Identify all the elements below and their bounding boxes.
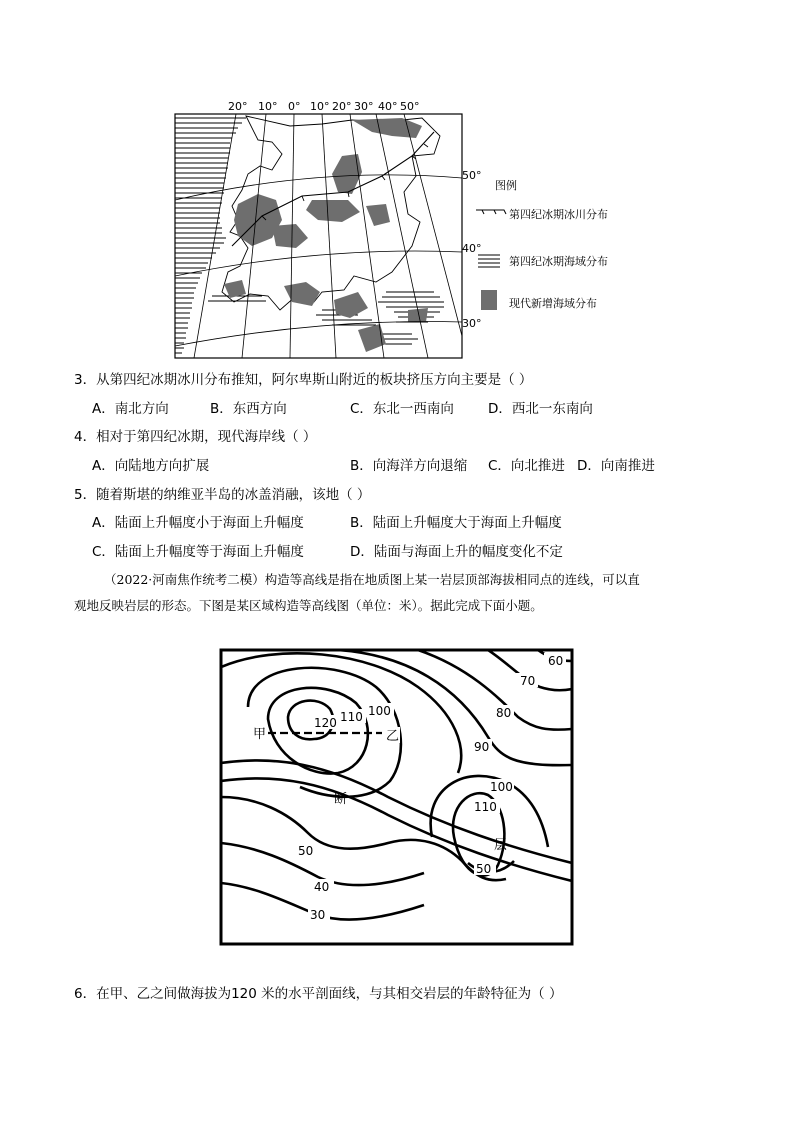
label-60: 60 <box>548 654 564 668</box>
q4-option-b: B．向海洋方向退缩 <box>350 458 468 474</box>
intro-line-1: （2022·河南焦作统考二模）构造等高线是指在地质图上某一岩层顶部海拔相同点的连线，可以直 <box>104 572 640 587</box>
legend-item-glacier: 第四纪冰期冰川分布 <box>509 208 608 221</box>
point-yi: 乙 <box>386 729 400 744</box>
q4-option-d: D．向南推进 <box>577 458 655 474</box>
lon-label: 40° <box>378 100 398 113</box>
europe-glacier-map <box>172 96 472 360</box>
legend-title: 图例 <box>495 179 517 192</box>
q3-option-d: D．西北一东南向 <box>488 401 593 417</box>
question-4-stem: 4．相对于第四纪冰期，现代海岸线（ ） <box>74 429 317 445</box>
label-100: 100 <box>368 704 391 718</box>
lat-label-50: 50° <box>462 169 482 182</box>
question-5-stem: 5．随着斯堪的纳维亚半岛的冰盖消融，该地（ ） <box>74 487 371 503</box>
q3-option-c: C．东北一西南向 <box>350 401 454 417</box>
label-70: 70 <box>520 674 536 688</box>
q5-option-b: B．陆面上升幅度大于海面上升幅度 <box>350 515 562 531</box>
label-80: 80 <box>496 706 512 720</box>
q4-option-a: A．向陆地方向扩展 <box>92 458 210 474</box>
intro-line-2: 观地反映岩层的形态。下图是某区域构造等高线图（单位：米）。据此完成下面小题。 <box>74 598 543 613</box>
hatch-symbol-icon <box>478 252 502 268</box>
fault-label-1: 断 <box>334 792 348 807</box>
longitude-labels <box>228 100 420 113</box>
lon-label: 20° <box>228 100 248 113</box>
label-50-lower: 50 <box>476 862 492 876</box>
lat-label-40: 40° <box>462 242 482 255</box>
lon-label: 0° <box>288 100 301 113</box>
lon-label: 10° <box>310 100 330 113</box>
contour-50 <box>221 797 506 880</box>
label-40: 40 <box>314 880 330 894</box>
q5-option-c: C．陆面上升幅度等于海面上升幅度 <box>92 544 304 560</box>
structural-contour-map <box>218 647 576 947</box>
label-110-lower: 110 <box>474 800 497 814</box>
glacier-symbol-icon <box>474 206 508 220</box>
q5-option-d: D．陆面与海面上升的幅度变化不定 <box>350 544 563 560</box>
label-50: 50 <box>298 844 314 858</box>
legend-item-glacial-sea: 第四纪冰期海域分布 <box>509 255 608 268</box>
q3-option-a: A．南北方向 <box>92 401 169 417</box>
lat-label-30: 30° <box>462 317 482 330</box>
lon-label: 20° <box>332 100 352 113</box>
label-120: 120 <box>314 716 337 730</box>
legend-item-modern-sea: 现代新增海域分布 <box>509 297 597 310</box>
legend-hatch-symbol <box>478 252 502 268</box>
europe-map-svg <box>172 96 472 360</box>
contour-map-svg <box>218 647 576 947</box>
lon-label: 50° <box>400 100 420 113</box>
legend-grey-symbol <box>481 290 497 310</box>
lon-label: 30° <box>354 100 374 113</box>
q5-option-a: A．陆面上升幅度小于海面上升幅度 <box>92 515 304 531</box>
question-6-stem: 6．在甲、乙之间做海拔为120 米的水平剖面线，与其相交岩层的年龄特征为（ ） <box>74 986 563 1002</box>
label-90: 90 <box>474 740 490 754</box>
contour-map-frame <box>221 650 572 944</box>
label-110: 110 <box>340 710 363 724</box>
label-100-lower: 100 <box>490 780 513 794</box>
q3-option-b: B．东西方向 <box>210 401 287 417</box>
question-3-stem: 3．从第四纪冰期冰川分布推知，阿尔卑斯山附近的板块挤压方向主要是（ ） <box>74 372 533 388</box>
contour-40 <box>221 843 424 885</box>
lon-label: 10° <box>258 100 278 113</box>
q4-option-c: C．向北推进 <box>488 458 565 474</box>
legend-glacier-symbol <box>474 205 508 219</box>
point-jia: 甲 <box>253 727 267 742</box>
fault-label-2: 层 <box>494 838 508 853</box>
fault-band <box>221 760 572 881</box>
label-30: 30 <box>310 908 326 922</box>
